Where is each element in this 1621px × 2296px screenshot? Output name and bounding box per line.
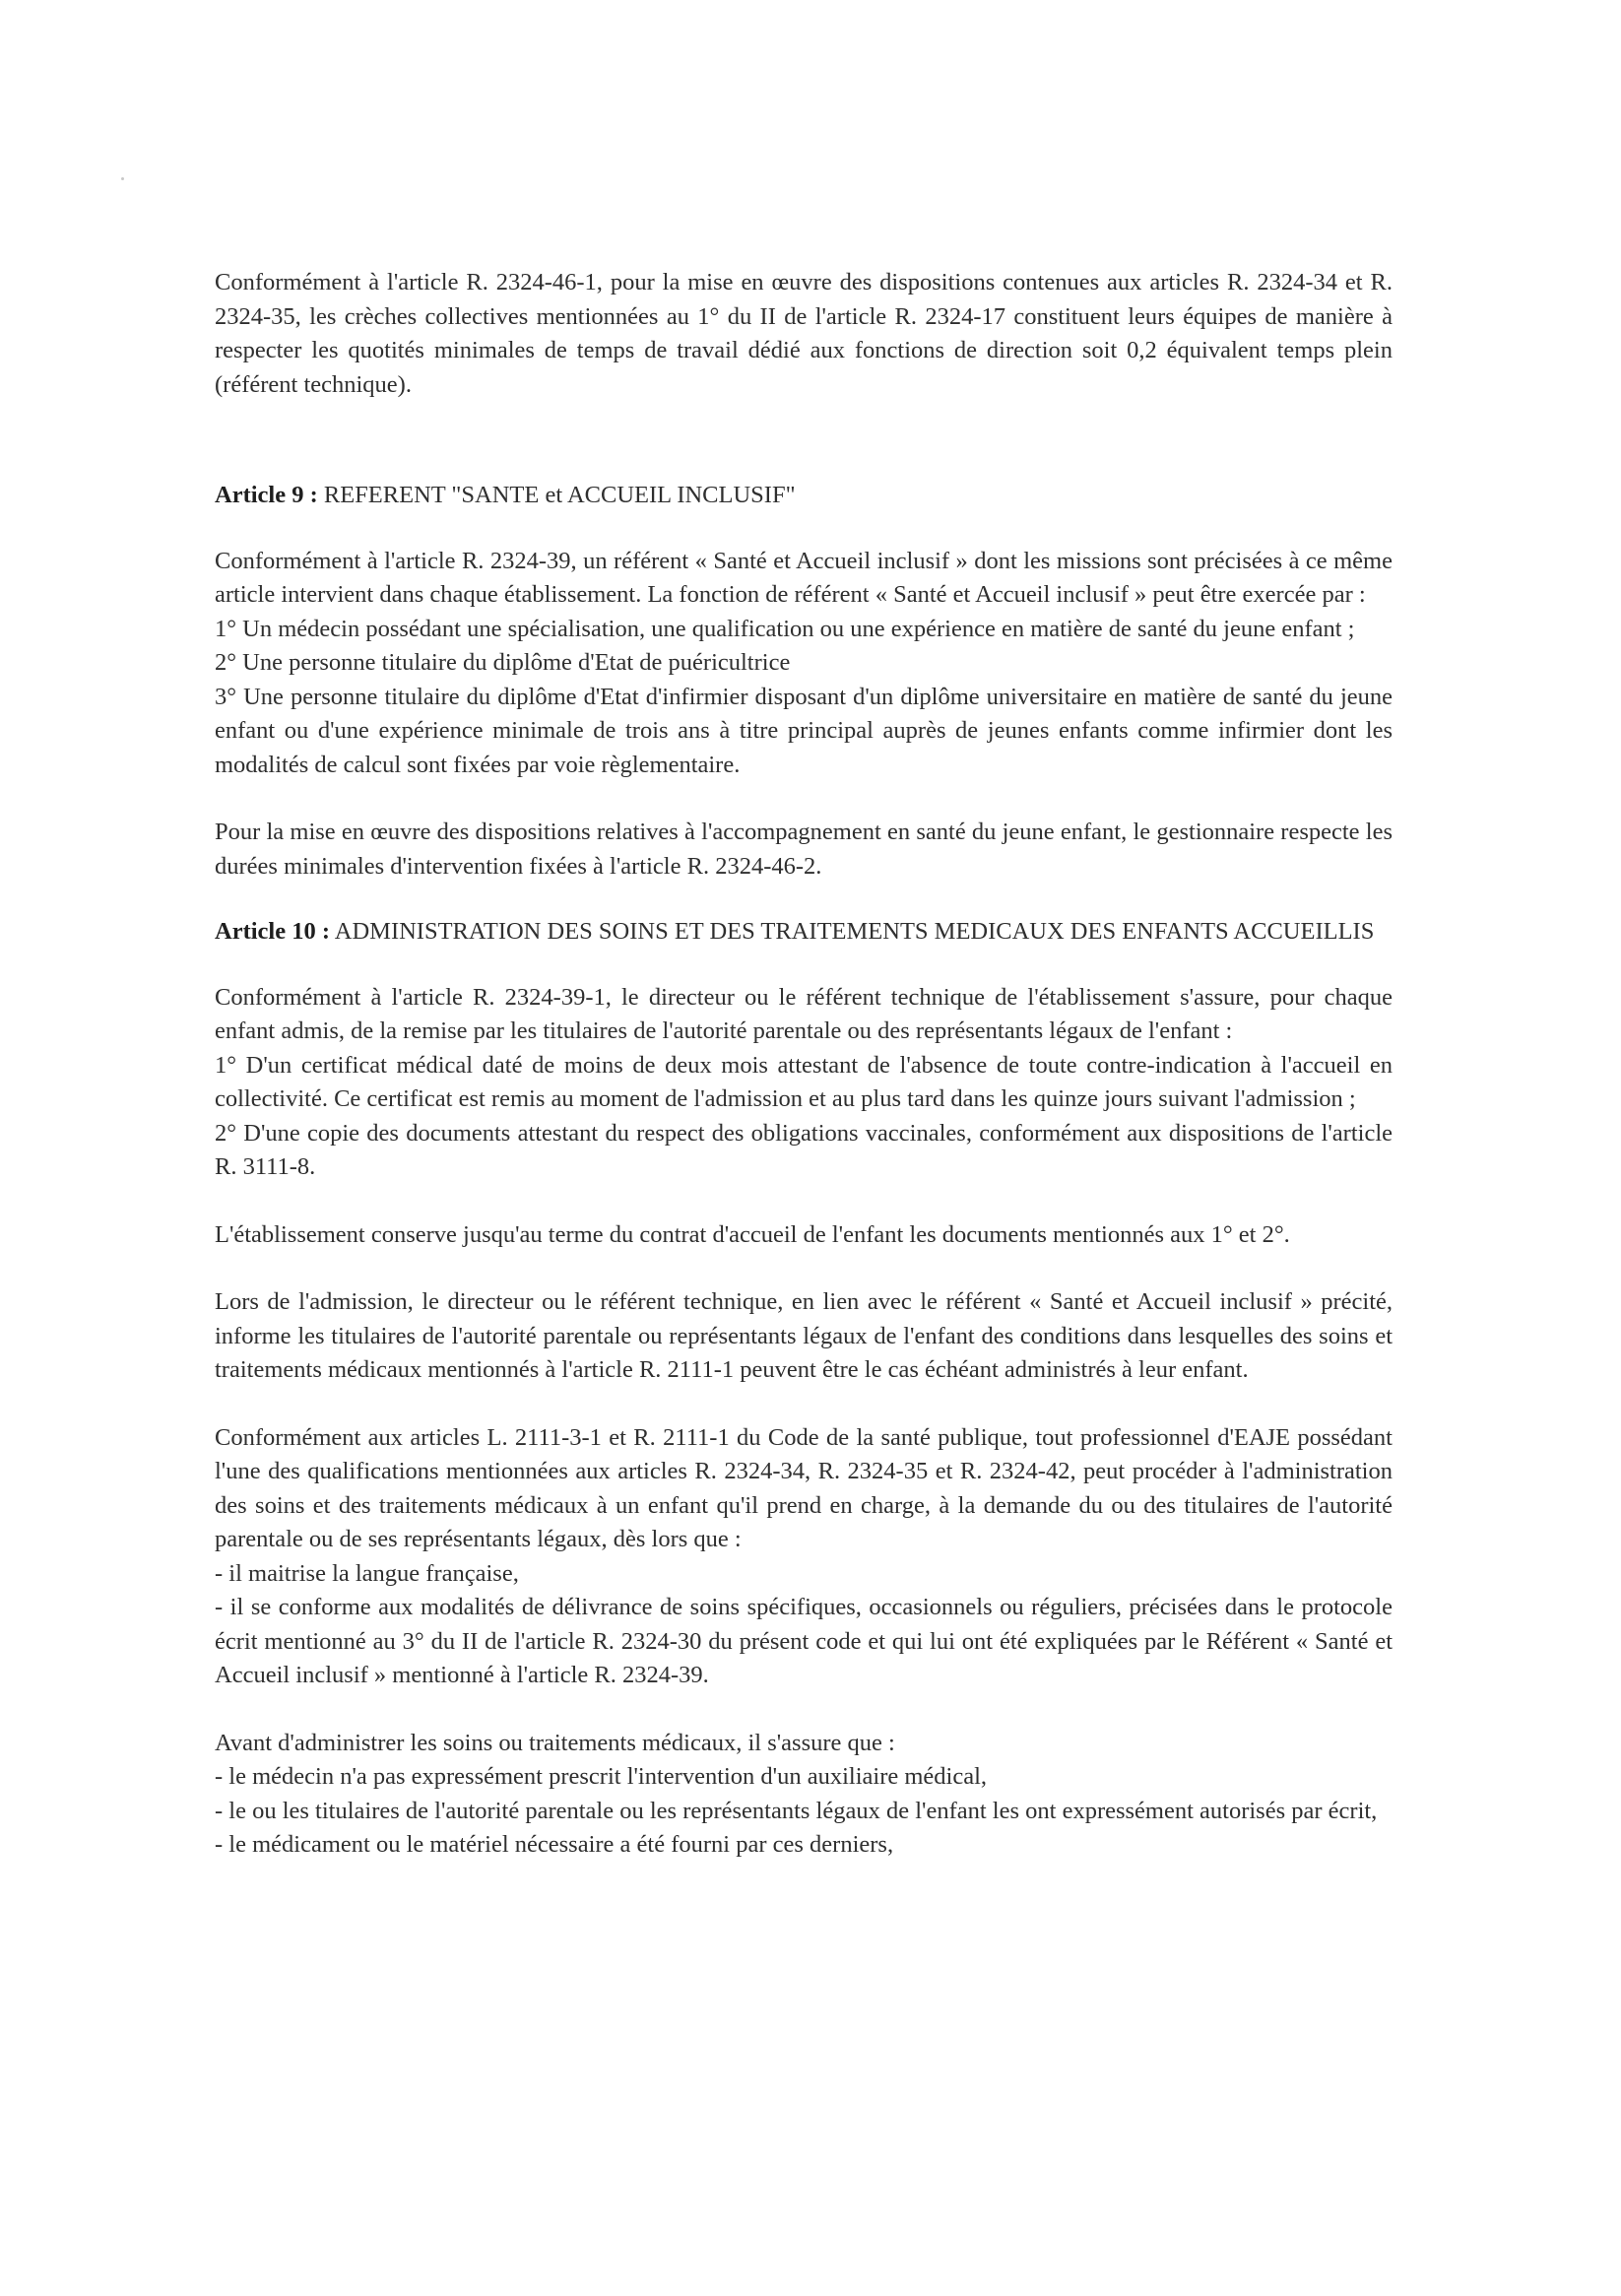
paragraph [215, 266, 1393, 402]
paragraph-line: L'établissement conserve jusqu'au terme du contrat d'accueil de l'enfant les documents mentionnés aux 1° et 2°. [215, 1220, 1290, 1248]
paragraph-line: 2° D'une copie des documents attestant du respect des obligations vaccinales, conformément aux dispositions de l'article R. 3111-8. [215, 1119, 1393, 1180]
document-body [215, 266, 1393, 1863]
paragraph-line: Conformément à l'article R. 2324-39-1, le directeur ou le référent technique de l'établissement s'assure, pour chaque enfant admis, de la remise par les titulaires de l'autorité parentale ou des représentants légaux de l'enfant : [215, 983, 1393, 1044]
paragraph-line: Conformément aux articles L. 2111-3-1 et R. 2111-1 du Code de la santé publique, tout professionnel d'EAJE possédant l'une des qualifications mentionnées aux articles R. 2324-34, R. 2324-35 et R. 2324-42, peut procéder à l'administration des soins et des traitements médicaux à un enfant qu'il prend en charge, à la demande du ou des titulaires de l'autorité parentale ou de ses représentants légaux, dès lors que : [215, 1423, 1393, 1552]
paragraph-line: Conformément à l'article R. 2324-46-1, pour la mise en œuvre des dispositions contenues aux articles R. 2324-34 et R. 2324-35, les crèches collectives mentionnées au 1° du II de l'article R. 2324-17 constituent leurs équipes de manière à respecter les quotités minimales de temps de travail dédié aux fonctions de direction soit 0,2 équivalent temps plein (référent technique). [215, 269, 1393, 398]
paragraph-line: - le médicament ou le matériel nécessaire a été fourni par ces derniers, [215, 1831, 894, 1858]
article-heading [215, 915, 1393, 950]
paragraph-line: Conformément à l'article R. 2324-39, un référent « Santé et Accueil inclusif » dont les missions sont précisées à ce même article intervient dans chaque établissement. La fonction de référent « Santé et Accueil inclusif » peut être exercée par : [215, 547, 1393, 608]
paragraph [215, 545, 1393, 783]
article-number: Article 9 : [215, 482, 318, 508]
paragraph-line: 2° Une personne titulaire du diplôme d'Etat de puéricultrice [215, 649, 791, 676]
paragraph-line: 3° Une personne titulaire du diplôme d'Etat d'infirmier disposant d'un diplôme universitaire en matière de santé du jeune enfant ou d'une expérience minimale de trois ans à titre principal auprès de jeunes enfants comme infirmier dont les modalités de calcul sont fixées par voie règlementaire. [215, 683, 1393, 778]
paragraph-line: 1° D'un certificat médical daté de moins de deux mois attestant de l'absence de toute contre-indication à l'accueil en collectivité. Ce certificat est remis au moment de l'admission et au plus tard dans les quinze jours suivant l'admission ; [215, 1051, 1393, 1112]
article-title: ADMINISTRATION DES SOINS ET DES TRAITEMENTS MEDICAUX DES ENFANTS ACCUEILLIS [330, 918, 1375, 945]
article-title: REFERENT "SANTE et ACCUEIL INCLUSIF" [317, 482, 796, 508]
paragraph [215, 1218, 1393, 1253]
paragraph-line: Lors de l'admission, le directeur ou le référent technique, en lien avec le référent « Santé et Accueil inclusif » précité, informe les titulaires de l'autorité parentale ou représentants légaux de l'enfant des conditions dans lesquelles des soins et traitements médicaux mentionnés à l'article R. 2111-1 peuvent être le cas échéant administrés à leur enfant. [215, 1288, 1393, 1383]
paragraph [215, 1285, 1393, 1388]
scan-speck [121, 177, 124, 180]
paragraph [215, 1421, 1393, 1693]
article-number: Article 10 : [215, 918, 330, 945]
paragraph-line: - le médecin n'a pas expressément prescrit l'intervention d'un auxiliaire médical, [215, 1763, 988, 1790]
paragraph-line: - il se conforme aux modalités de délivrance de soins spécifiques, occasionnels ou réguliers, précisées dans le protocole écrit mentionné au 3° du II de l'article R. 2324-30 du présent code et qui lui ont été expliquées par le Référent « Santé et Accueil inclusif » mentionné à l'article R. 2324-39. [215, 1594, 1393, 1688]
paragraph-line: Pour la mise en œuvre des dispositions relatives à l'accompagnement en santé du jeune enfant, le gestionnaire respecte les durées minimales d'intervention fixées à l'article R. 2324-46-2. [215, 819, 1393, 880]
paragraph [215, 816, 1393, 884]
article-heading [215, 479, 1393, 513]
paragraph-line: - le ou les titulaires de l'autorité parentale ou les représentants légaux de l'enfant les ont expressément autorisés par écrit, [215, 1797, 1378, 1824]
paragraph [215, 1727, 1393, 1863]
paragraph-line: 1° Un médecin possédant une spécialisation, une qualification ou une expérience en matière de santé du jeune enfant ; [215, 615, 1355, 642]
paragraph-line: Avant d'administrer les soins ou traitements médicaux, il s'assure que : [215, 1729, 895, 1756]
paragraph [215, 981, 1393, 1185]
paragraph-line: - il maitrise la langue française, [215, 1559, 519, 1587]
